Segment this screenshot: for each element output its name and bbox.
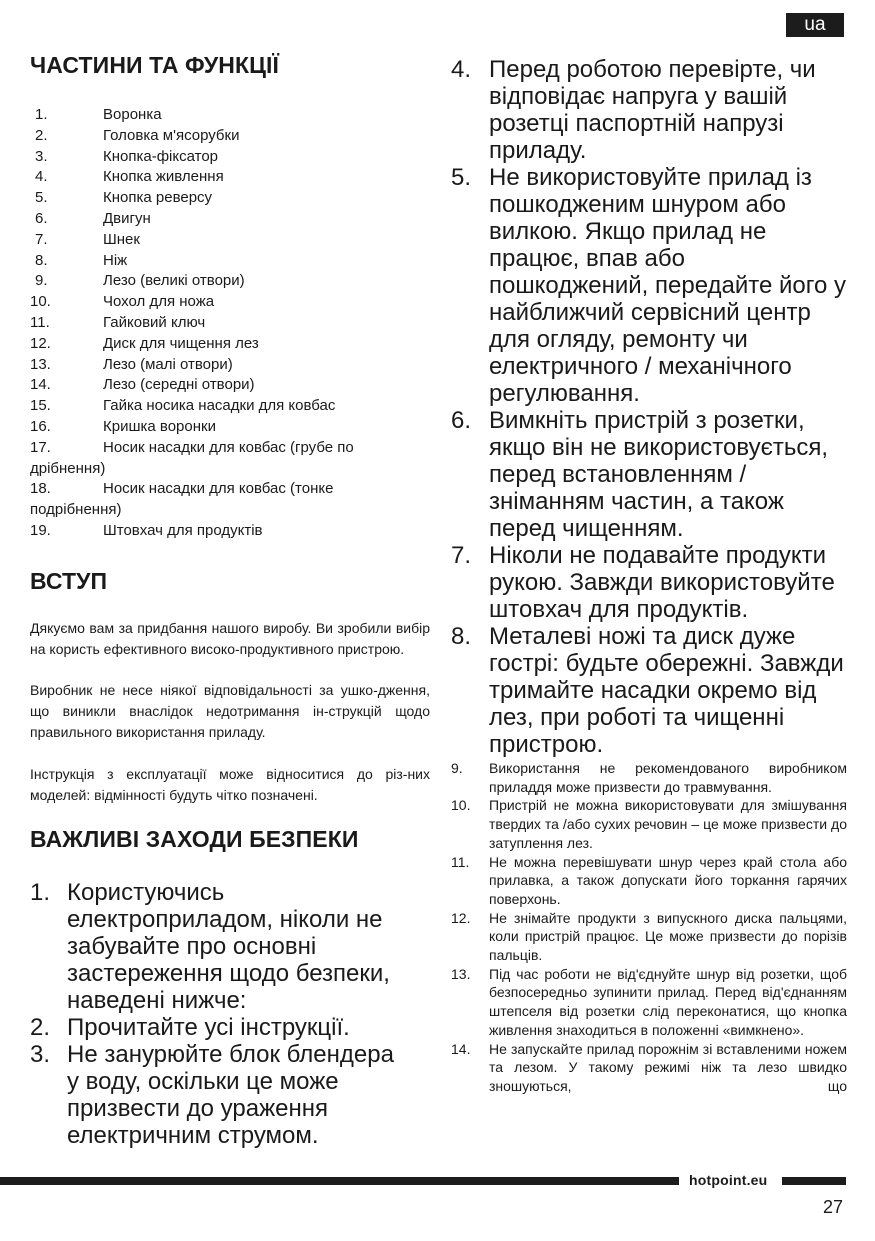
part-number: 6. bbox=[35, 209, 48, 227]
safety-item-text: Не запускайте прилад порожнім зі вставленими ножем та лезом. У такому режимі ніж та лезо швидко зношуються, що bbox=[489, 1040, 847, 1094]
part-number: 11. bbox=[30, 313, 50, 331]
safety-item-text: Користуючись електроприладом, ніколи не забувайте про основні застереження щодо безпеки, наведені нижче: bbox=[67, 879, 390, 1015]
safety-item-number: 1. bbox=[30, 879, 51, 907]
safety-item-text: Пристрій не можна використовувати для змішування твердих та /або сухих речовин – це може призвести до затуплення лез. bbox=[489, 797, 847, 851]
part-number: 12. bbox=[30, 334, 51, 352]
safety-item bbox=[451, 759, 847, 796]
part-label: Носик насадки для ковбас (тонке bbox=[103, 480, 334, 498]
safety-item bbox=[451, 909, 847, 965]
part-item bbox=[30, 292, 430, 313]
part-item bbox=[30, 230, 430, 251]
safety-item-text: Не знімайте продукти з випускного диска пальцями, коли пристрій працює. Це може призвести до порізів пальців. bbox=[489, 909, 847, 964]
intro-paragraph: Інструкція з експлуатації може відноситися до різ-них моделей: відмінності будуть чітко позначені. bbox=[30, 765, 430, 803]
safety-item-number: 8. bbox=[451, 623, 472, 650]
part-item bbox=[30, 167, 430, 188]
safety-item-number: 10. bbox=[451, 797, 471, 814]
intro-paragraph: Виробник не несе ніякої відповідальності за ушко-дження, що виникли внаслідок недотримання ін-струкцій щодо правильного використання приладу. bbox=[30, 682, 430, 740]
footer-rule-right bbox=[782, 1177, 846, 1185]
safety-item-number: 12. bbox=[451, 909, 471, 926]
part-number: 10. bbox=[30, 293, 51, 311]
part-label: Головка м'ясорубки bbox=[103, 126, 240, 144]
part-item bbox=[30, 188, 430, 209]
safety-item-text: Під час роботи не від'єднуйте шнур від розетки, щоб безпосередньо зупинити прилад. Перед від'єднанням штепселя від розетки слід переконатися, що кнопка живлення знаходиться в положенні «вимкнено». bbox=[489, 965, 847, 1038]
part-item bbox=[30, 396, 430, 417]
part-label: Кришка воронки bbox=[103, 417, 216, 435]
safety-item-number: 2. bbox=[30, 1014, 51, 1042]
part-label: Штовхач для продуктів bbox=[103, 521, 263, 539]
part-item bbox=[30, 521, 430, 542]
part-label: Носик насадки для ковбас (грубе по bbox=[103, 438, 354, 456]
safety-item-number: 5. bbox=[451, 164, 472, 191]
part-item bbox=[30, 355, 430, 376]
part-label: Лезо (середні отвори) bbox=[103, 376, 255, 394]
safety-item bbox=[451, 623, 847, 758]
safety-list-left bbox=[30, 879, 430, 1149]
part-label: Шнек bbox=[103, 230, 140, 248]
safety-item-number: 11. bbox=[451, 853, 470, 870]
part-item bbox=[30, 375, 430, 396]
safety-item bbox=[451, 1040, 847, 1096]
page-number: 27 bbox=[823, 1197, 844, 1217]
intro-paragraph: Дякуємо вам за придбання нашого виробу. Ви зробили вибір на користь ефективного високо-продуктивного пристрою. bbox=[30, 619, 430, 657]
part-number: 7. bbox=[35, 230, 48, 248]
safety-item-number: 6. bbox=[451, 407, 472, 434]
safety-item-text: Металеві ножі та диск дуже гострі: будьте обережні. Завжди тримайте насадки окремо від лез, при роботі та чищенні пристрою. bbox=[489, 623, 844, 758]
part-number: 17. bbox=[30, 438, 51, 456]
part-item bbox=[30, 251, 430, 272]
safety-heading: ВАЖЛИВІ ЗАХОДИ БЕЗПЕКИ bbox=[30, 826, 359, 853]
safety-item-number: 14. bbox=[451, 1040, 471, 1057]
safety-item-text: Не можна перевішувати шнур через край стола або прилавка, а також допускати його торкання гарячих поверхонь. bbox=[489, 853, 847, 907]
part-label: Лезо (великі отвори) bbox=[103, 272, 245, 290]
safety-item-text: Не використовуйте прилад із пошкодженим шнуром або вилкою. Якщо прилад не працює, впав або пошкоджений, передайте його у найближчий сервісний центр для огляду, ремонту чи електричного / механічного регулювання. bbox=[489, 164, 846, 407]
part-item bbox=[30, 126, 430, 147]
parts-heading: ЧАСТИНИ ТА ФУНКЦІЇ bbox=[30, 52, 279, 78]
part-number: 1. bbox=[35, 106, 48, 123]
parts-list bbox=[30, 105, 430, 542]
part-label: Гайка носика насадки для ковбас bbox=[103, 397, 336, 415]
safety-list-small bbox=[451, 759, 847, 1096]
part-label: Чохол для ножа bbox=[103, 293, 215, 311]
right-column bbox=[451, 56, 847, 1096]
part-label-continued: подрібнення) bbox=[30, 501, 122, 519]
part-number: 13. bbox=[30, 355, 51, 373]
safety-item bbox=[451, 965, 847, 1040]
part-number: 8. bbox=[35, 251, 48, 269]
safety-item bbox=[451, 164, 847, 407]
part-label: Ніж bbox=[103, 251, 128, 269]
safety-item bbox=[451, 407, 847, 542]
part-label: Кнопка-фіксатор bbox=[103, 147, 219, 165]
part-label-continued: дрібнення) bbox=[30, 459, 106, 477]
safety-list-right bbox=[451, 56, 847, 758]
safety-item bbox=[30, 1041, 430, 1149]
safety-item-number: 4. bbox=[451, 56, 472, 83]
part-item bbox=[30, 479, 430, 500]
part-label: Диск для чищення лез bbox=[103, 334, 259, 352]
safety-item-text: Ніколи не подавайте продукти рукою. Завжди використовуйте штовхач для продуктів. bbox=[489, 542, 835, 623]
safety-item-number: 7. bbox=[451, 542, 472, 569]
part-item bbox=[30, 438, 430, 459]
part-label: Кнопка живлення bbox=[103, 168, 224, 186]
part-number: 18. bbox=[30, 480, 51, 498]
part-number: 9. bbox=[35, 272, 48, 290]
safety-item bbox=[451, 853, 847, 909]
part-number: 4. bbox=[35, 168, 48, 186]
part-item bbox=[30, 209, 430, 230]
safety-item-text: Прочитайте усі інструкції. bbox=[67, 1014, 350, 1042]
safety-item-number: 13. bbox=[451, 965, 471, 982]
safety-item-number: 3. bbox=[30, 1041, 51, 1069]
safety-item bbox=[451, 56, 847, 164]
part-number: 2. bbox=[35, 126, 48, 144]
safety-item-text: Використання не рекомендованого виробником приладдя може призвести до травмування. bbox=[489, 760, 847, 795]
safety-item bbox=[30, 1014, 430, 1041]
part-number: 5. bbox=[35, 189, 48, 207]
part-item bbox=[30, 147, 430, 168]
intro-heading: ВСТУП bbox=[30, 567, 108, 594]
safety-item-text: Перед роботою перевірте, чи відповідає напруга у вашій розетці паспортній напрузі приладу. bbox=[489, 56, 816, 164]
part-label: Воронка bbox=[103, 106, 162, 123]
part-item bbox=[30, 334, 430, 355]
part-number: 15. bbox=[30, 397, 51, 415]
safety-item-number: 9. bbox=[451, 760, 463, 776]
part-label: Кнопка реверсу bbox=[103, 189, 213, 207]
footer-rule-left bbox=[0, 1177, 679, 1185]
safety-item bbox=[451, 796, 847, 852]
safety-item-text: Не занурюйте блок блендера у воду, оскільки це може призвести до ураження електричним струмом. bbox=[67, 1041, 394, 1150]
part-item bbox=[30, 271, 430, 292]
intro-text bbox=[30, 618, 430, 806]
part-number: 14. bbox=[30, 376, 51, 394]
part-number: 16. bbox=[30, 417, 51, 435]
part-item bbox=[30, 313, 430, 334]
part-number: 3. bbox=[35, 147, 48, 165]
left-column bbox=[30, 52, 430, 1149]
part-item bbox=[30, 417, 430, 438]
safety-item bbox=[451, 542, 847, 623]
safety-item bbox=[30, 879, 430, 1014]
part-label: Гайковий ключ bbox=[103, 313, 206, 331]
part-label: Лезо (малі отвори) bbox=[103, 355, 233, 373]
footer-brand: hotpoint.eu bbox=[689, 1172, 768, 1188]
part-label: Двигун bbox=[103, 209, 151, 227]
part-item bbox=[30, 105, 430, 126]
part-number: 19. bbox=[30, 521, 51, 539]
safety-item-text: Вимкніть пристрій з розетки, якщо він не використовується, перед встановленням / зніманням частин, а також перед чищенням. bbox=[489, 407, 828, 542]
language-tab: ua bbox=[786, 13, 844, 37]
